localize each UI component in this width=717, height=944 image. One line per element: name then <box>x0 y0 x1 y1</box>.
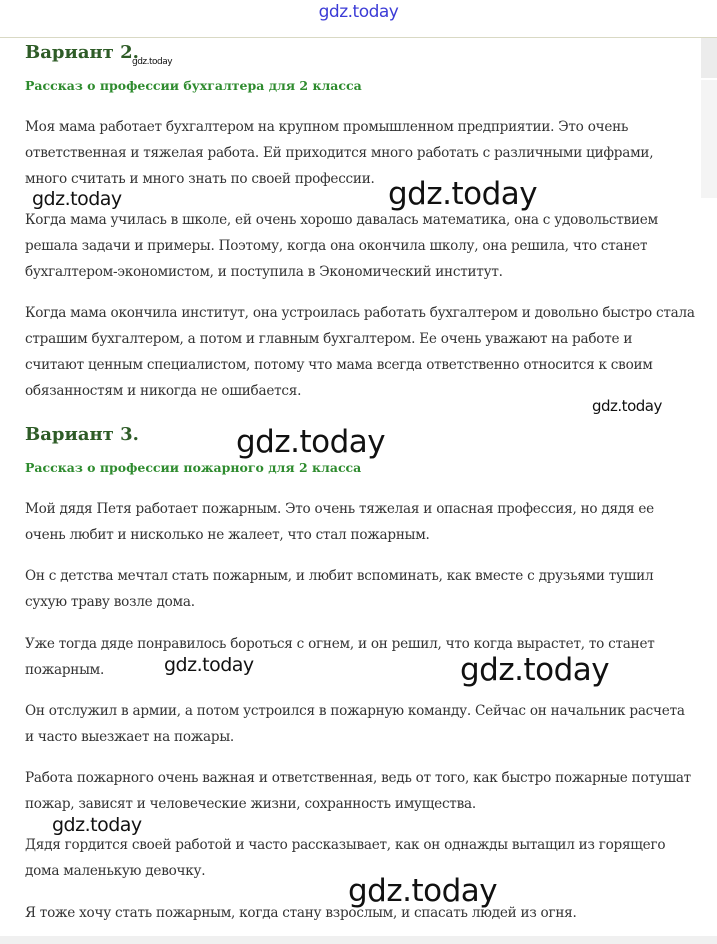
watermark: gdz.today <box>164 654 254 676</box>
variant-2-title: Вариант 2. <box>25 42 139 63</box>
variant-3-paragraph: Дядя гордится своей работой и часто рассказывает, как он однажды вытащил из горящего дома маленькую девочку. <box>25 837 666 879</box>
sidebar-strip <box>701 80 717 198</box>
site-logo[interactable]: gdz.today <box>318 2 399 22</box>
variant-3-paragraph: Он отслужил в армии, а потом устроился в пожарную команду. Сейчас он начальник расчета и часто выезжает на пожары. <box>25 703 685 745</box>
page-footer-strip <box>0 936 717 944</box>
variant-3-paragraph: Работа пожарного очень важная и ответственная, ведь от того, как быстро пожарные потушат пожар, зависят и человеческие жизни, сохранность имущества. <box>25 770 691 812</box>
watermark: gdz.today <box>32 188 122 210</box>
variant-3-paragraph: Он с детства мечтал стать пожарным, и любит вспоминать, как вместе с друзьями тушил сухую траву возле дома. <box>25 568 654 610</box>
watermark: gdz.today <box>236 424 386 460</box>
watermark: gdz.today <box>592 397 662 415</box>
watermark: gdz.today <box>52 814 142 836</box>
watermark: gdz.today <box>460 652 610 688</box>
watermark: gdz.today <box>348 873 498 909</box>
sidebar-strip <box>701 38 717 78</box>
variant-2-paragraph: Когда мама окончила институт, она устроилась работать бухгалтером и довольно быстро стала страшим бухгалтером, а потом и главным бухгалтером. Ее очень уважают на работе и считают ценным специалистом, потому что мама всегда ответственно относится к своим обязанностям и никогда не ошибается. <box>25 305 695 399</box>
site-header <box>0 0 717 38</box>
variant-3-title: Вариант 3. <box>25 424 139 445</box>
variant-3-subtitle: Рассказ о профессии пожарного для 2 класса <box>25 460 362 475</box>
watermark: gdz.today <box>388 176 538 212</box>
variant-3-paragraph: Мой дядя Петя работает пожарным. Это очень тяжелая и опасная профессия, но дядя ее очень любит и нисколько не жалеет, что стал пожарным. <box>25 501 654 543</box>
watermark: gdz.today <box>132 57 173 67</box>
variant-2-paragraph: Когда мама училась в школе, ей очень хорошо давалась математика, она с удовольствием решала задачи и примеры. Поэтому, когда она окончила школу, она решила, что станет бухгалтером-экономистом, и поступила в Экономический институт. <box>25 212 658 280</box>
variant-3-paragraph: Уже тогда дяде понравилось бороться с огнем, и он решил, что когда вырастет, то станет пожарным. <box>25 636 655 678</box>
variant-3-paragraph: Я тоже хочу стать пожарным, когда стану взрослым, и спасать людей из огня. <box>25 905 577 921</box>
variant-2-paragraph: Моя мама работает бухгалтером на крупном промышленном предприятии. Это очень ответственная и тяжелая работа. Ей приходится много работать с различными цифрами, много считать и много знать по своей профессии. <box>25 119 654 187</box>
variant-2-subtitle: Рассказ о профессии бухгалтера для 2 класса <box>25 78 362 93</box>
